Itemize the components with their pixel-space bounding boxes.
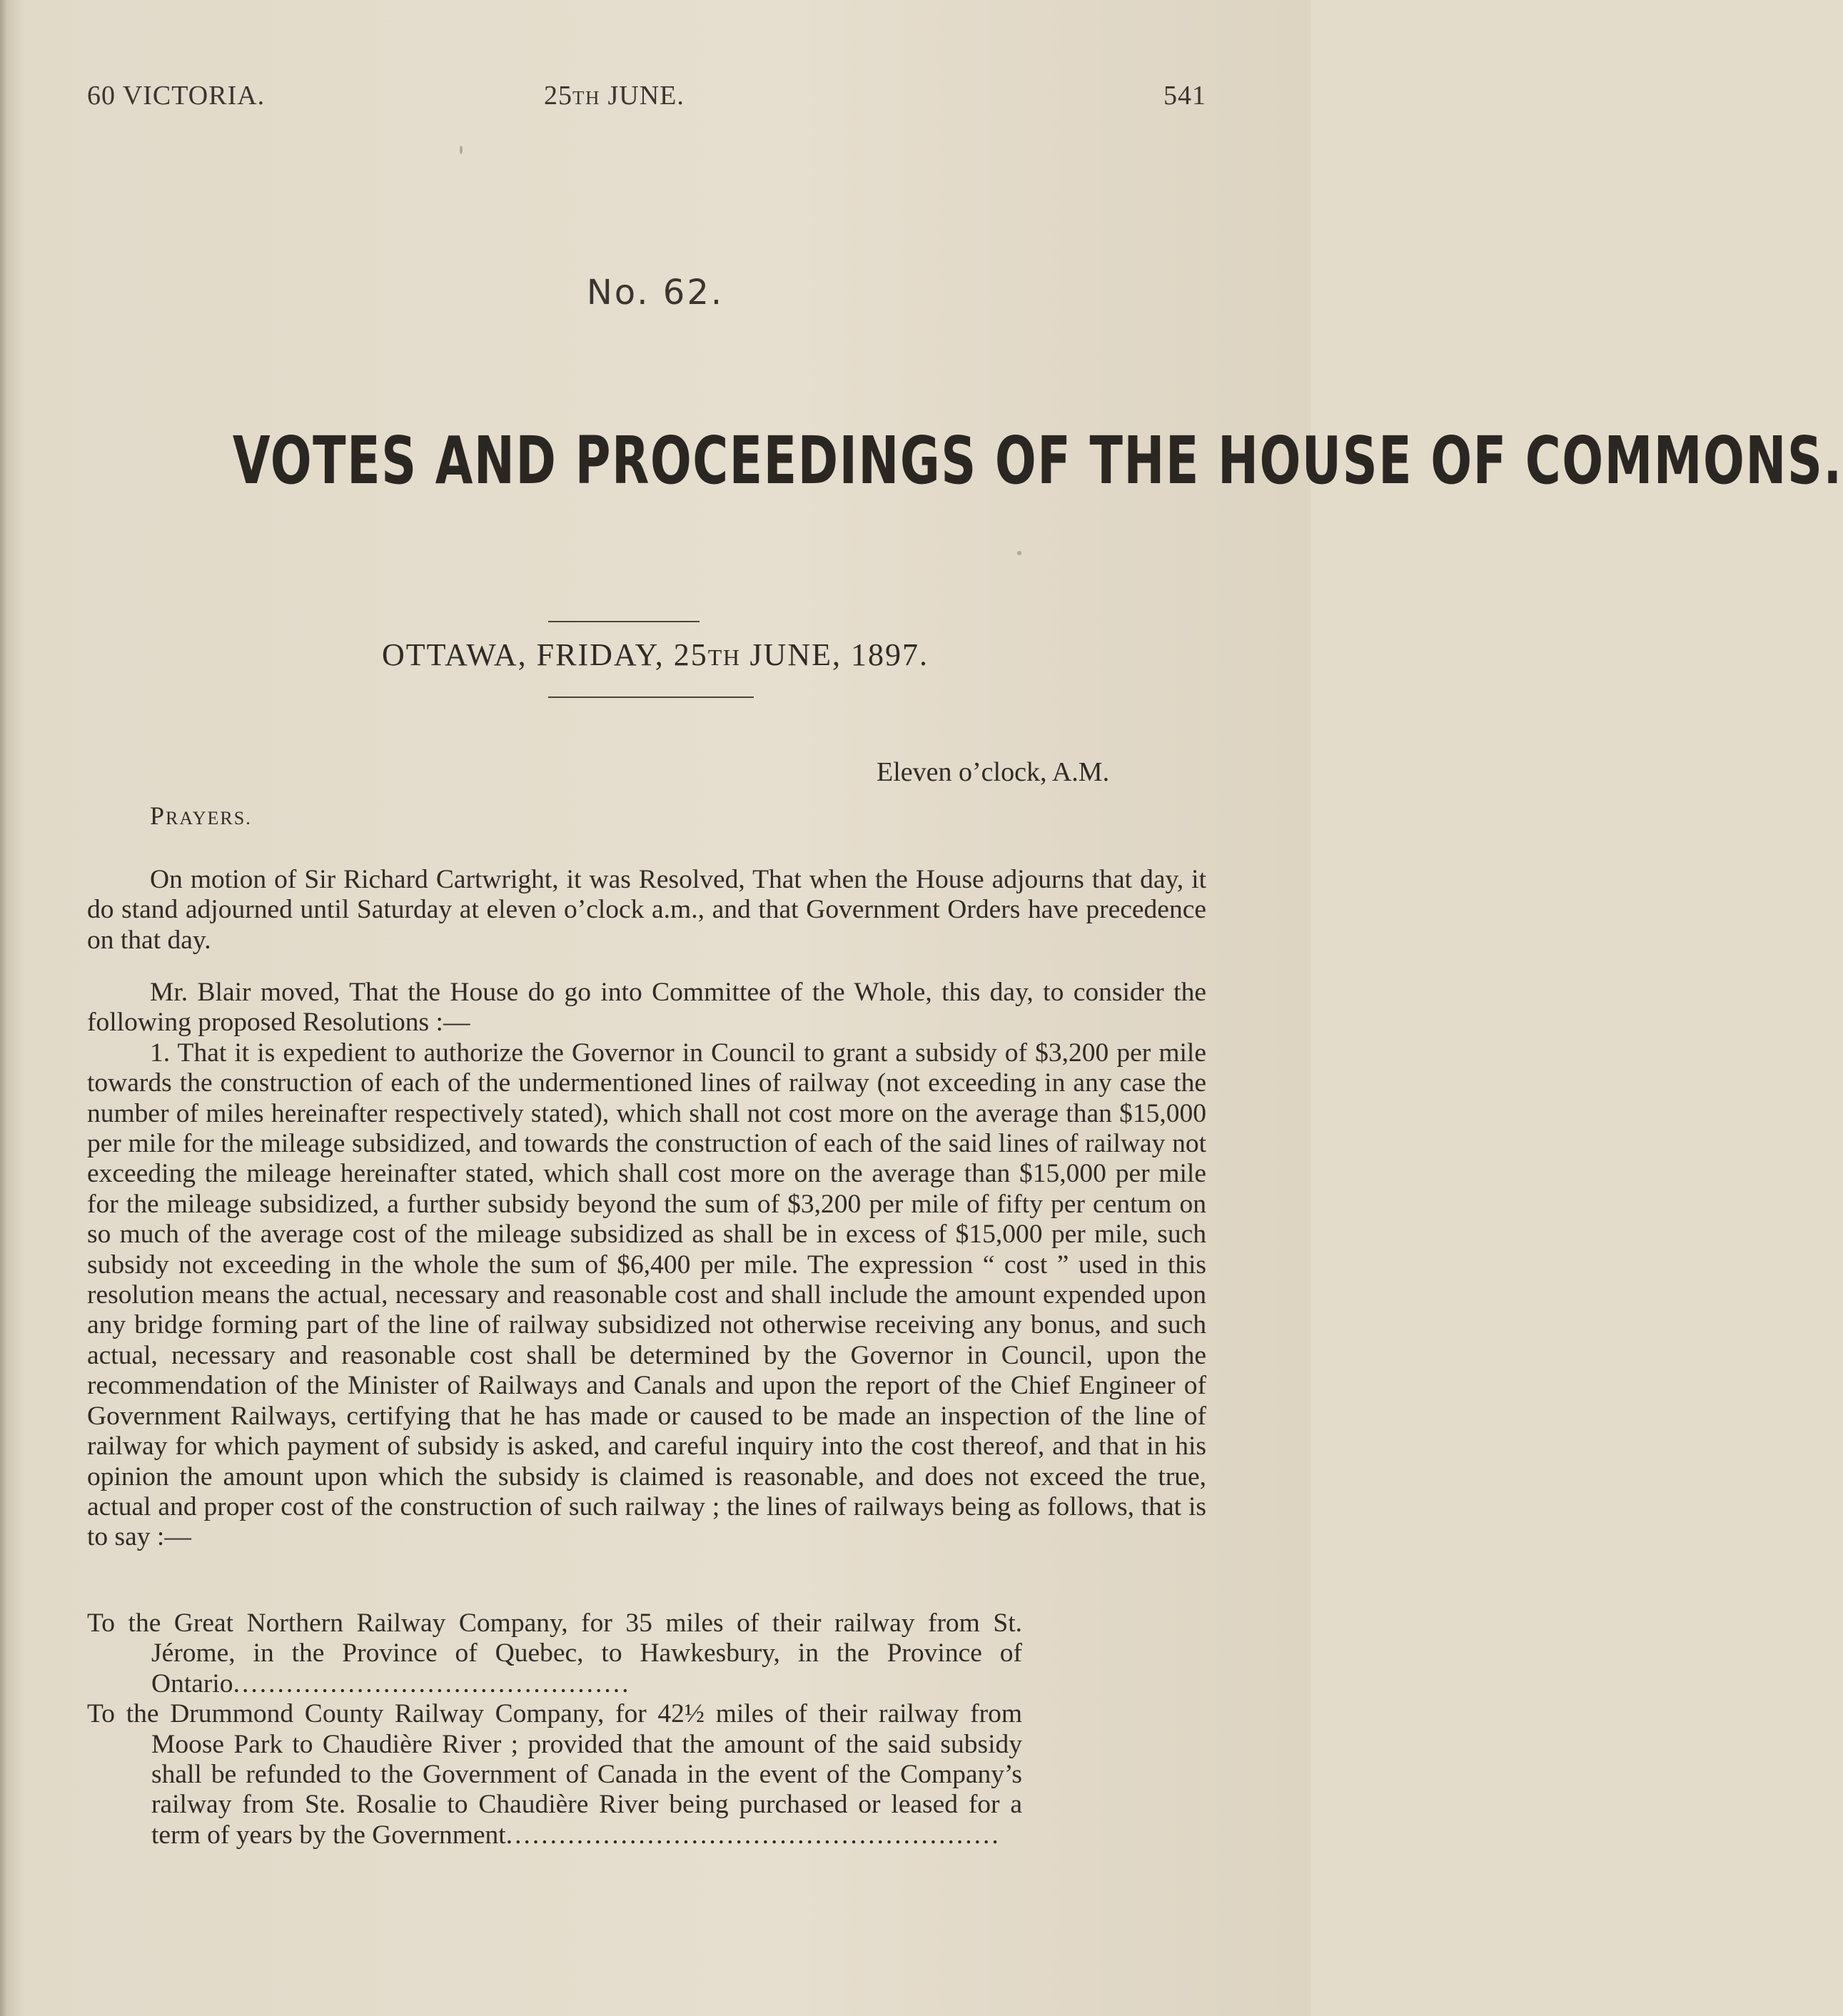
prayers-heading: PRAYERS. xyxy=(150,801,252,830)
motion-paragraph xyxy=(87,865,1206,956)
resolution-1: 1. That it is expedient to authorize the Governor in Council to grant a subsidy of $3,200 per mile towards the construction of each of the undermentioned lines of railway (not exceeding in any case the number of miles hereinafter respectively stated), which shall not cost more on the average than $15,000 per mile for the mileage subsidized, and towards the construction of each of the said lines of railway not exceeding the mileage hereinafter stated, which shall cost more on the average than $15,000 per mile for the mileage subsidized, a further subsidy beyond the sum of $3,200 per mile of fifty per centum on so much of the average cost of the mileage subsidized as shall be in excess of $15,000 per mile, such subsidy not exceeding in the whole the sum of $6,400 per mile. The expression “ cost ” used in this resolution means the actual, necessary and reasonable cost and shall include the amount expended upon any bridge forming part of the line of railway subsidized not otherwise receiving any bonus, and such actual, necessary and reasonable cost shall be determined by the Governor in Council, upon the recommendation of the Minister of Railways and Canals and upon the report of the Chief Engineer of Government Railways, certifying that he has made or caused to be made an inspection of the line of railway for which payment of subsidy is asked, and careful inquiry into the cost thereof, and that in his opinion the amount upon which the subsidy is claimed is reasonable, and does not exceed the true, actual and proper cost of the construction of such railway ; the lines of railways being as follows, that is to say :— xyxy=(87,1038,1206,1552)
dot-leader: ........................................................ xyxy=(505,1820,1001,1850)
cartwright-motion: On motion of Sir Richard Cartwright, it was Resolved, That when the House adjourns that day, it do stand adjourned until Saturday at eleven o’clock a.m., and that Government Orders have precedence on that day. xyxy=(87,865,1206,955)
issue-number: No. 62. xyxy=(586,273,724,313)
running-date: 25TH JUNE. xyxy=(544,81,685,111)
railway-subsidy-list xyxy=(87,1609,1022,1850)
list-item: To the Great Northern Railway Company, for 35 miles of their railway from St. Jérome, in the Province of Quebec, to Hawkesbury, in the Province of Ontario............................................. xyxy=(87,1609,1022,1698)
resolutions-section xyxy=(87,978,1206,1553)
session-label: 60 VICTORIA. xyxy=(87,81,266,111)
blair-motion: Mr. Blair moved, That the House do go into Committee of the Whole, this day, to consider the following proposed Resolutions :— xyxy=(87,978,1206,1038)
page-title: VOTES AND PROCEEDINGS OF THE HOUSE OF COMMONS. xyxy=(232,422,1843,499)
dot-leader: ............................................. xyxy=(233,1668,631,1698)
page-number: 541 xyxy=(1163,81,1206,111)
sitting-time: Eleven o’clock, A.M. xyxy=(877,757,1110,787)
dateline: OTTAWA, FRIDAY, 25TH JUNE, 1897. xyxy=(382,637,929,672)
divider-bottom xyxy=(548,697,754,698)
divider-top xyxy=(548,621,700,622)
running-head xyxy=(87,80,1206,116)
list-item: To the Drummond County Railway Company, for 42½ miles of their railway from Moose Park to Chaudière River ; provided that the amount of the said subsidy shall be refunded to the Government of Canada in the event of the Company’s railway from Ste. Rosalie to Chaudière River being purchased or leased for a term of years by the Government........................................................ xyxy=(87,1699,1022,1850)
ink-speck xyxy=(1017,551,1021,555)
ink-speck xyxy=(460,146,463,154)
